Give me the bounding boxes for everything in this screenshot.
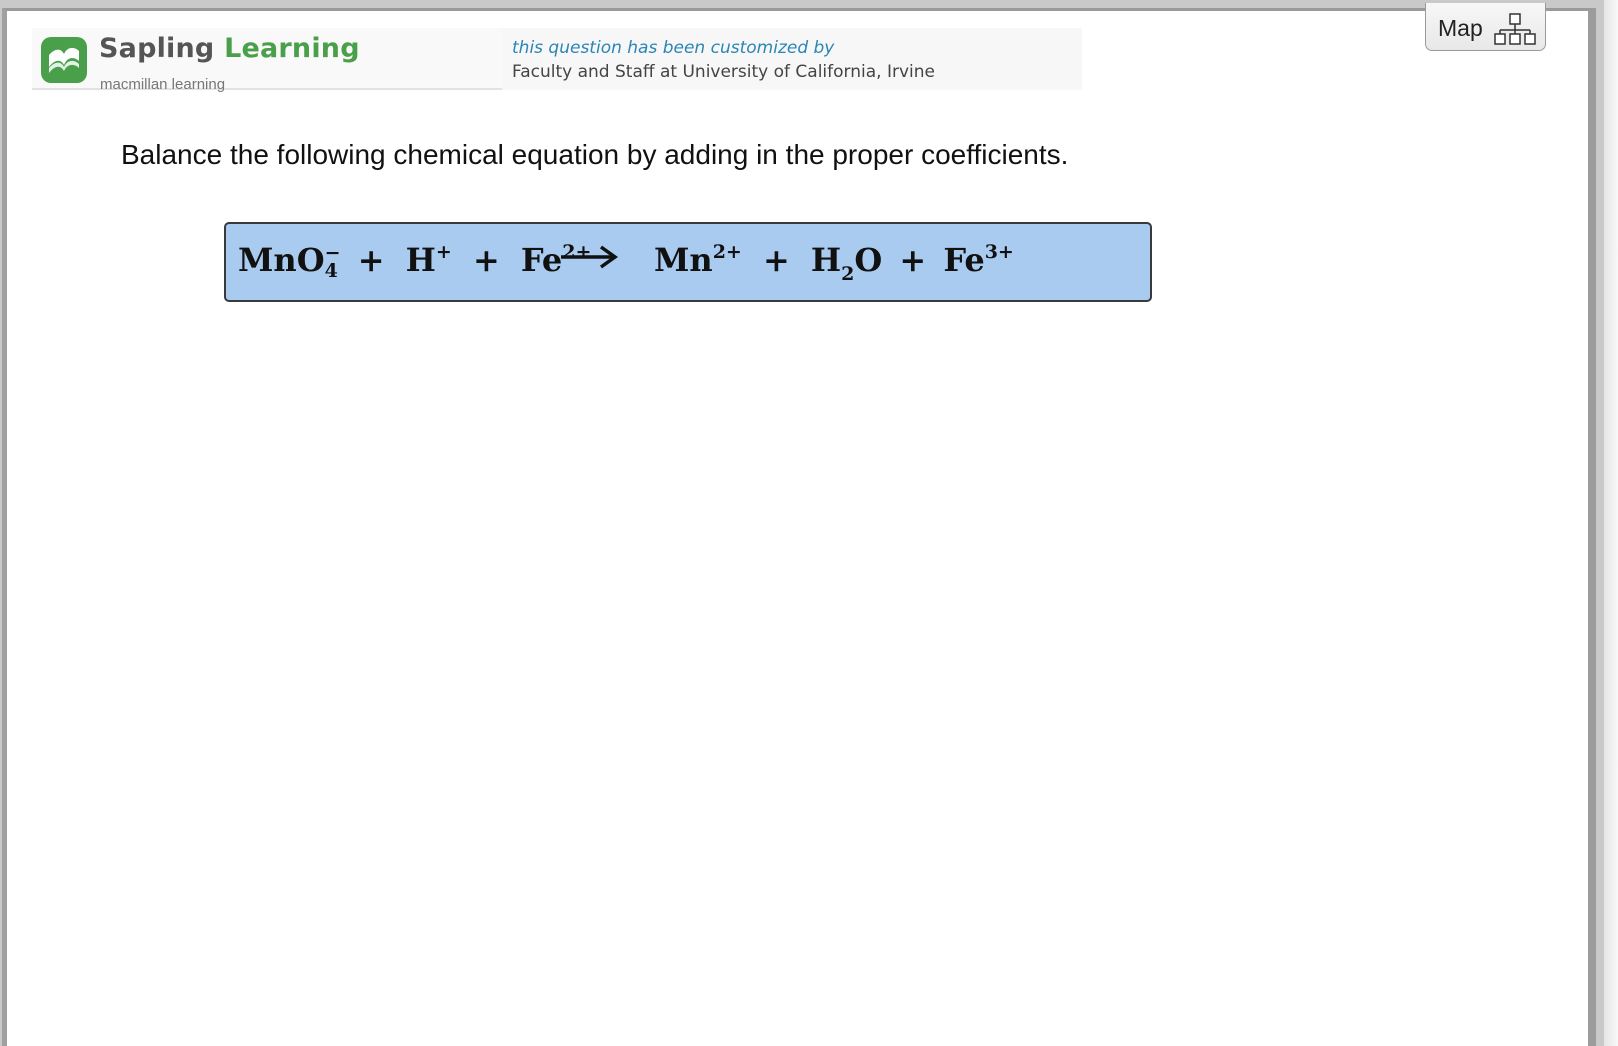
reactant-permanganate-charge: − [324, 242, 341, 264]
brand-name-part2: Learning [224, 33, 360, 64]
reaction-arrow-icon [559, 240, 619, 270]
map-tree-icon [1492, 12, 1538, 46]
sapling-logo-icon [41, 37, 87, 83]
plus-sign: + [899, 241, 927, 279]
chemical-equation [224, 222, 1152, 302]
product-iron-ion: $Fe^{3+}$ [943, 241, 1014, 279]
reactant-iron-charge: 2+ [562, 241, 592, 263]
question-prompt: Balance the following chemical equation by adding in the proper coefficients. [121, 139, 1069, 170]
map-button[interactable] [1425, 3, 1546, 51]
map-button-label: Map [1438, 15, 1483, 41]
plus-sign: + [472, 241, 500, 279]
product-water: $H_2O$ [810, 241, 883, 285]
product-water-subscript: 2 [841, 263, 855, 285]
customizer-name: Faculty and Staff at University of California, Irvine [512, 62, 935, 82]
equation-reactants [238, 242, 591, 283]
reactant-iron-ion: $Fe^{2+}$ [520, 241, 592, 279]
plus-sign: + [762, 241, 790, 279]
product-manganese-charge: 2+ [712, 241, 742, 263]
product-iron-charge: 3+ [984, 241, 1014, 263]
window-edge [1604, 0, 1618, 1046]
customized-by-label: this question has been customized by [512, 38, 835, 58]
reactant-hydrogen-ion: H+ [405, 241, 452, 279]
brand-name [99, 33, 360, 64]
brand-subtitle: macmillan learning [100, 76, 226, 93]
reactant-permanganate-subscript: 4 [324, 260, 338, 282]
customization-notice [502, 28, 1082, 90]
reactant-hydrogen-charge: + [435, 241, 452, 263]
product-manganese-ion: $Mn^{2+}$ [654, 241, 742, 279]
reactant-permanganate: MnO − 4 [238, 241, 337, 279]
plus-sign: + [357, 241, 385, 279]
brand-name-part1: Sapling [99, 33, 225, 64]
equation-products [654, 242, 1014, 283]
question-frame [2, 8, 1596, 1046]
header-banner [32, 28, 1082, 93]
